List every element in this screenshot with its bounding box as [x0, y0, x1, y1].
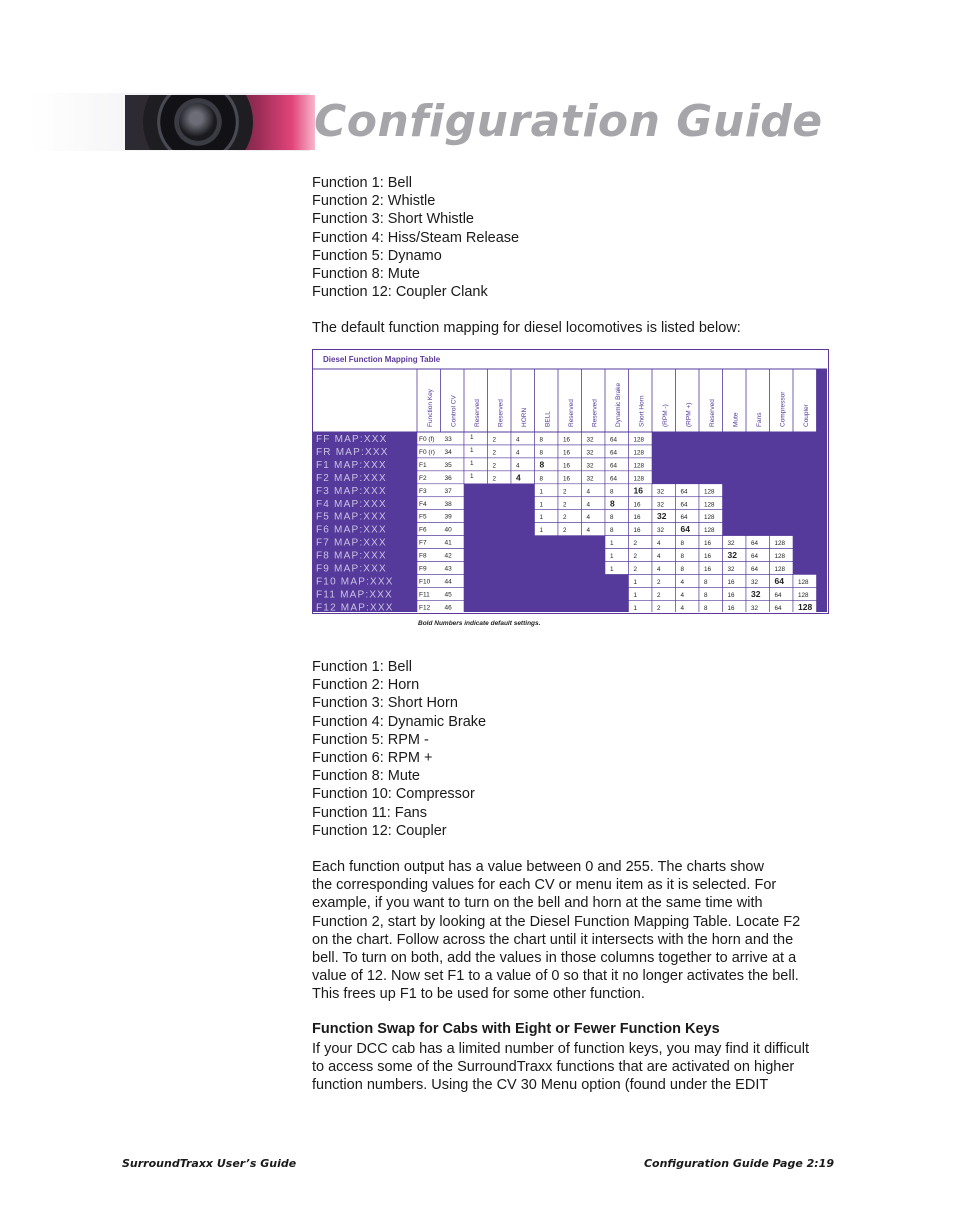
- column-header: Reserved: [567, 399, 575, 427]
- menu-label: F6 MAP:XXX: [316, 524, 387, 536]
- bit-value: 64: [751, 566, 759, 573]
- bit-value: 1: [610, 566, 614, 573]
- bit-value: 32: [657, 488, 665, 496]
- value-cell: [464, 458, 488, 471]
- bit-value: 32: [657, 527, 665, 535]
- function-key-label: F3: [419, 487, 427, 495]
- menu-label: F4 MAP:XXX: [316, 498, 387, 510]
- control-cv-label: 39: [444, 513, 452, 521]
- bit-value: 64: [751, 540, 759, 548]
- bit-value: 2: [492, 475, 497, 483]
- function-key-label: F1: [419, 461, 427, 469]
- control-cv-label: 40: [444, 526, 452, 534]
- bit-value: 16: [727, 578, 735, 586]
- bit-value: 2: [633, 540, 638, 548]
- bit-value: 4: [586, 488, 591, 496]
- bit-value: 8: [539, 436, 544, 444]
- value-cell: [699, 574, 723, 587]
- bit-value: 4: [516, 472, 521, 483]
- bit-value: 128: [704, 527, 715, 535]
- bit-value: 128: [798, 578, 809, 586]
- value-cell: [629, 587, 653, 600]
- bit-value: 64: [680, 501, 688, 509]
- list-item: Function 6: RPM +: [312, 750, 433, 767]
- value-cell: [464, 445, 488, 458]
- intro-text: The default function mapping for diesel locomotives is listed below:: [312, 320, 741, 336]
- menu-label: F9 MAP:XXX: [316, 563, 387, 575]
- bit-value: 4: [680, 591, 685, 599]
- paragraph-line: This frees up F1 to be used for some other function.: [312, 986, 645, 1003]
- function-list-diesel: [312, 658, 486, 840]
- bit-value: 8: [610, 527, 614, 535]
- list-item: Function 12: Coupler Clank: [312, 284, 488, 301]
- bit-value: 32: [657, 511, 667, 522]
- menu-label: F1 MAP:XXX: [316, 459, 387, 471]
- bit-value: 32: [751, 588, 761, 599]
- value-cell: [629, 600, 653, 612]
- control-cv-label: 44: [444, 578, 452, 586]
- list-item: Function 4: Hiss/Steam Release: [312, 229, 520, 246]
- bit-value: 16: [563, 449, 571, 457]
- bit-value: 64: [610, 436, 618, 444]
- function-key-label: F5: [419, 513, 427, 521]
- bit-value: 4: [516, 436, 520, 444]
- paragraph-line: Each function output has a value between 0 and 255. The charts show: [312, 859, 764, 875]
- bit-value: 8: [610, 488, 614, 496]
- control-cv-label: 37: [444, 487, 452, 495]
- bit-value: 64: [751, 553, 759, 561]
- bit-value: 64: [774, 591, 782, 599]
- bit-value: 16: [563, 436, 571, 444]
- bit-value: 16: [727, 591, 735, 599]
- function-key-label: F12: [419, 604, 431, 612]
- bit-value: 1: [539, 501, 544, 509]
- value-cell: [558, 497, 582, 510]
- bit-value: 4: [586, 501, 591, 509]
- value-cell: [558, 523, 582, 536]
- control-cv-label: 33: [444, 436, 452, 443]
- value-cell: [582, 484, 606, 497]
- paragraph-line: to access some of the SurroundTraxx functions that are activated on higher: [312, 1059, 795, 1076]
- bit-value: 2: [563, 527, 567, 535]
- bit-value: 4: [680, 604, 685, 612]
- bit-value: 8: [704, 578, 708, 586]
- menu-label: F5 MAP:XXX: [316, 511, 387, 523]
- bit-value: 32: [586, 462, 594, 470]
- value-cell: [652, 562, 676, 575]
- value-cell: [629, 562, 653, 575]
- column-header: Control CV: [450, 395, 458, 427]
- page-title: Configuration Guide: [314, 96, 823, 147]
- menu-label: FR MAP:XXX: [316, 446, 389, 458]
- bit-value: 2: [492, 462, 497, 470]
- bit-value: 128: [704, 501, 715, 509]
- bit-value: 16: [633, 527, 641, 535]
- bit-value: 128: [704, 488, 715, 496]
- value-cell: [511, 458, 535, 471]
- bit-value: 32: [586, 475, 594, 483]
- value-cell: [676, 600, 700, 612]
- bit-value: 4: [586, 514, 591, 522]
- bit-value: 128: [798, 601, 813, 612]
- paragraph-line: function numbers. Using the CV 30 Menu option (found under the EDIT: [312, 1077, 769, 1094]
- value-cell: [535, 523, 559, 536]
- bit-value: 8: [680, 553, 685, 561]
- bit-value: 4: [680, 578, 685, 586]
- list-item: Function 5: RPM -: [312, 731, 429, 748]
- value-cell: [605, 510, 629, 523]
- bit-value: 16: [633, 485, 643, 496]
- bit-value: 2: [633, 566, 638, 573]
- value-cell: [535, 510, 559, 523]
- section-body: [312, 1040, 837, 1095]
- value-cell: [652, 574, 676, 587]
- control-cv-label: 46: [444, 604, 452, 612]
- bit-value: 2: [657, 604, 661, 612]
- bit-value: 32: [657, 501, 665, 509]
- column-header: (RPM +): [685, 402, 693, 427]
- value-cell: [558, 510, 582, 523]
- bit-value: 1: [539, 488, 544, 496]
- bit-value: 16: [633, 501, 641, 509]
- bit-value: 32: [586, 436, 594, 444]
- bit-value: 16: [563, 462, 571, 470]
- bit-value: 1: [470, 459, 474, 467]
- mapping-grid: [313, 350, 827, 612]
- value-cell: [676, 587, 700, 600]
- column-header: HORN: [520, 407, 528, 427]
- function-key-label: F10: [419, 578, 431, 586]
- bit-value: 128: [774, 566, 786, 573]
- menu-label: F7 MAP:XXX: [316, 537, 387, 549]
- function-key-label: F4: [419, 500, 427, 508]
- bit-value: 128: [633, 436, 645, 444]
- value-cell: [605, 562, 629, 575]
- function-key-label: F2: [419, 474, 427, 482]
- value-cell: [558, 484, 582, 497]
- right-edge-fill: [817, 369, 828, 612]
- function-key-label: F8: [419, 552, 427, 560]
- column-header: Coupler: [802, 404, 810, 427]
- bit-value: 16: [704, 553, 712, 561]
- bit-value: 16: [727, 604, 735, 612]
- bit-value: 32: [751, 604, 759, 612]
- bit-value: 16: [563, 475, 571, 483]
- menu-label: FF MAP:XXX: [316, 434, 388, 445]
- menu-label: F12 MAP:XXX: [316, 602, 394, 612]
- bit-value: 4: [586, 527, 591, 535]
- bit-value: 4: [657, 553, 661, 561]
- bit-value: 4: [657, 566, 661, 573]
- function-key-label: F6: [419, 526, 427, 534]
- control-cv-label: 35: [444, 461, 452, 469]
- value-cell: [511, 471, 535, 484]
- bit-value: 2: [563, 488, 567, 496]
- bit-value: 4: [516, 449, 520, 457]
- list-item: Function 2: Horn: [312, 677, 420, 694]
- value-cell: [605, 497, 629, 510]
- bit-value: 64: [610, 449, 618, 457]
- list-item: Function 12: Coupler: [312, 822, 447, 839]
- value-cell: [676, 536, 700, 549]
- bit-value: 1: [470, 434, 474, 441]
- value-cell: [535, 484, 559, 497]
- footer-guide-title: SurroundTraxx User’s Guide: [122, 1157, 297, 1170]
- list-item: Function 1: Bell: [312, 659, 412, 675]
- value-cell: [629, 574, 653, 587]
- bit-value: 64: [774, 575, 784, 586]
- list-item: Function 10: Compressor: [312, 786, 475, 803]
- paragraph-line: example, if you want to turn on the bell and horn at the same time with: [312, 895, 763, 912]
- column-header: Dynamic Brake: [614, 382, 622, 427]
- section-heading: Function Swap for Cabs with Eight or Fewer Function Keys: [312, 1021, 720, 1037]
- column-header: Function Key: [426, 389, 434, 427]
- value-cell: [488, 471, 512, 484]
- control-cv-label: 41: [444, 539, 452, 547]
- bit-value: 1: [470, 446, 474, 454]
- footer-page-number: Configuration Guide Page 2:19: [643, 1157, 834, 1170]
- value-cell: [582, 510, 606, 523]
- bit-value: 8: [704, 591, 708, 599]
- bit-value: 64: [680, 488, 688, 496]
- bit-value: 64: [774, 604, 782, 612]
- list-item: Function 8: Mute: [312, 768, 420, 785]
- bit-value: 8: [704, 604, 708, 612]
- column-header: (RPM -): [661, 404, 669, 427]
- bit-value: 128: [704, 514, 715, 522]
- bit-value: 2: [563, 514, 567, 522]
- bit-value: 32: [727, 566, 735, 573]
- function-list-steam: [312, 174, 519, 301]
- list-item: Function 4: Dynamic Brake: [312, 713, 487, 730]
- menu-label: F8 MAP:XXX: [316, 550, 387, 562]
- bit-value: 2: [633, 553, 638, 561]
- value-cell: [629, 549, 653, 562]
- bit-value: 4: [516, 462, 520, 470]
- bit-value: 128: [633, 462, 645, 470]
- bit-value: 8: [610, 514, 614, 522]
- list-item: Function 8: Mute: [312, 266, 420, 283]
- diesel-mapping-table: [312, 349, 829, 614]
- value-cell: [535, 432, 559, 445]
- function-key-label: F9: [419, 565, 427, 573]
- value-cell: [535, 445, 559, 458]
- paragraph-line: value of 12. Now set F1 to a value of 0 so that it no longer activates the bell.: [312, 968, 799, 985]
- bit-value: 1: [470, 472, 474, 480]
- value-cell: [605, 536, 629, 549]
- bit-value: 16: [704, 540, 712, 548]
- table-title: Diesel Function Mapping Table: [323, 355, 441, 364]
- value-cell: [488, 458, 512, 471]
- function-key-label: F7: [419, 539, 427, 547]
- value-cell: [652, 549, 676, 562]
- bit-value: 32: [751, 578, 759, 586]
- value-cell: [535, 471, 559, 484]
- value-cell: [652, 587, 676, 600]
- bit-value: 128: [633, 449, 645, 457]
- bit-value: 32: [586, 449, 594, 457]
- bit-value: 64: [680, 524, 690, 535]
- bit-value: 1: [539, 527, 544, 535]
- value-cell: [605, 549, 629, 562]
- bit-value: 128: [774, 540, 786, 548]
- value-cell: [488, 432, 512, 445]
- value-cell: [676, 549, 700, 562]
- bit-value: 1: [610, 540, 614, 548]
- value-cell: [676, 562, 700, 575]
- column-header: Reserved: [591, 399, 599, 427]
- control-cv-label: 36: [444, 474, 452, 482]
- list-item: Function 2: Whistle: [312, 193, 436, 210]
- bit-value: 64: [610, 462, 618, 470]
- bit-value: 16: [704, 566, 712, 573]
- table-caption: Bold Numbers indicate default settings.: [418, 620, 541, 627]
- value-cell: [676, 574, 700, 587]
- bit-value: 16: [633, 514, 641, 522]
- column-header: Mute: [732, 412, 740, 427]
- list-item: Function 5: Dynamo: [312, 247, 442, 264]
- value-cell: [464, 432, 488, 445]
- control-cv-label: 34: [444, 448, 452, 456]
- list-item: Function 3: Short Horn: [312, 695, 458, 712]
- menu-label: F11 MAP:XXX: [316, 589, 393, 601]
- bit-value: 8: [539, 459, 545, 470]
- menu-label: F2 MAP:XXX: [316, 472, 387, 484]
- bit-value: 8: [680, 566, 685, 573]
- bit-value: 4: [657, 540, 661, 548]
- control-cv-label: 45: [444, 591, 452, 599]
- value-cell: [535, 458, 559, 471]
- value-cell: [582, 523, 606, 536]
- bit-value: 2: [492, 436, 497, 444]
- value-cell: [511, 445, 535, 458]
- bit-value: 64: [610, 475, 618, 483]
- function-key-label: F0 (r): [419, 448, 435, 456]
- bit-value: 1: [633, 591, 638, 599]
- control-cv-label: 42: [444, 552, 452, 560]
- column-header: Compressor: [779, 391, 787, 427]
- paragraph-line: If your DCC cab has a limited number of function keys, you may find it difficult: [312, 1041, 809, 1057]
- paragraph-line: on the chart. Follow across the chart until it intersects with the horn and the: [312, 931, 794, 948]
- bit-value: 8: [539, 475, 544, 483]
- value-cell: [699, 600, 723, 612]
- bit-value: 128: [633, 475, 645, 483]
- explanation-paragraph: [312, 858, 837, 1004]
- column-header: BELL: [544, 411, 552, 427]
- column-header: Reserved: [473, 399, 481, 427]
- value-cell: [535, 497, 559, 510]
- bit-value: 1: [539, 514, 544, 522]
- speaker-image: [125, 95, 315, 150]
- function-key-label: F11: [419, 591, 430, 599]
- value-cell: [652, 536, 676, 549]
- value-cell: [582, 497, 606, 510]
- column-header: Fans: [755, 412, 763, 427]
- list-item: Function 3: Short Whistle: [312, 211, 474, 228]
- bit-value: 1: [610, 553, 614, 561]
- menu-label: F3 MAP:XXX: [316, 485, 387, 497]
- control-cv-label: 38: [444, 500, 452, 508]
- value-cell: [511, 432, 535, 445]
- bit-value: 1: [633, 578, 638, 586]
- bit-value: 32: [727, 540, 735, 548]
- value-cell: [652, 600, 676, 612]
- bit-value: 2: [492, 449, 497, 457]
- column-header: Reserved: [708, 399, 716, 427]
- value-cell: [464, 471, 488, 484]
- paragraph-line: bell. To turn on both, add the values in those columns together to arrive at a: [312, 950, 797, 967]
- bit-value: 8: [539, 449, 544, 457]
- paragraph-line: Function 2, start by looking at the Diesel Function Mapping Table. Locate F2: [312, 913, 801, 930]
- value-cell: [629, 536, 653, 549]
- bit-value: 64: [680, 514, 688, 522]
- bit-value: 2: [657, 591, 661, 599]
- value-cell: [605, 484, 629, 497]
- control-cv-label: 43: [444, 565, 452, 573]
- bit-value: 2: [563, 501, 567, 509]
- column-header: Reserved: [497, 399, 505, 427]
- bit-value: 8: [680, 540, 685, 548]
- bit-value: 2: [657, 578, 661, 586]
- paragraph-line: the corresponding values for each CV or menu item as it is selected. For: [312, 877, 777, 894]
- list-item: Function 11: Fans: [312, 804, 427, 821]
- value-cell: [488, 445, 512, 458]
- bit-value: 128: [774, 553, 786, 561]
- bit-value: 32: [727, 550, 737, 561]
- column-header: Short Horn: [638, 395, 646, 427]
- list-item: Function 1: Bell: [312, 175, 412, 191]
- bit-value: 8: [610, 498, 615, 509]
- menu-label: F10 MAP:XXX: [316, 576, 394, 588]
- function-key-label: F0 (f): [419, 436, 435, 443]
- value-cell: [605, 523, 629, 536]
- bit-value: 1: [633, 604, 638, 612]
- bit-value: 128: [798, 591, 809, 599]
- value-cell: [699, 587, 723, 600]
